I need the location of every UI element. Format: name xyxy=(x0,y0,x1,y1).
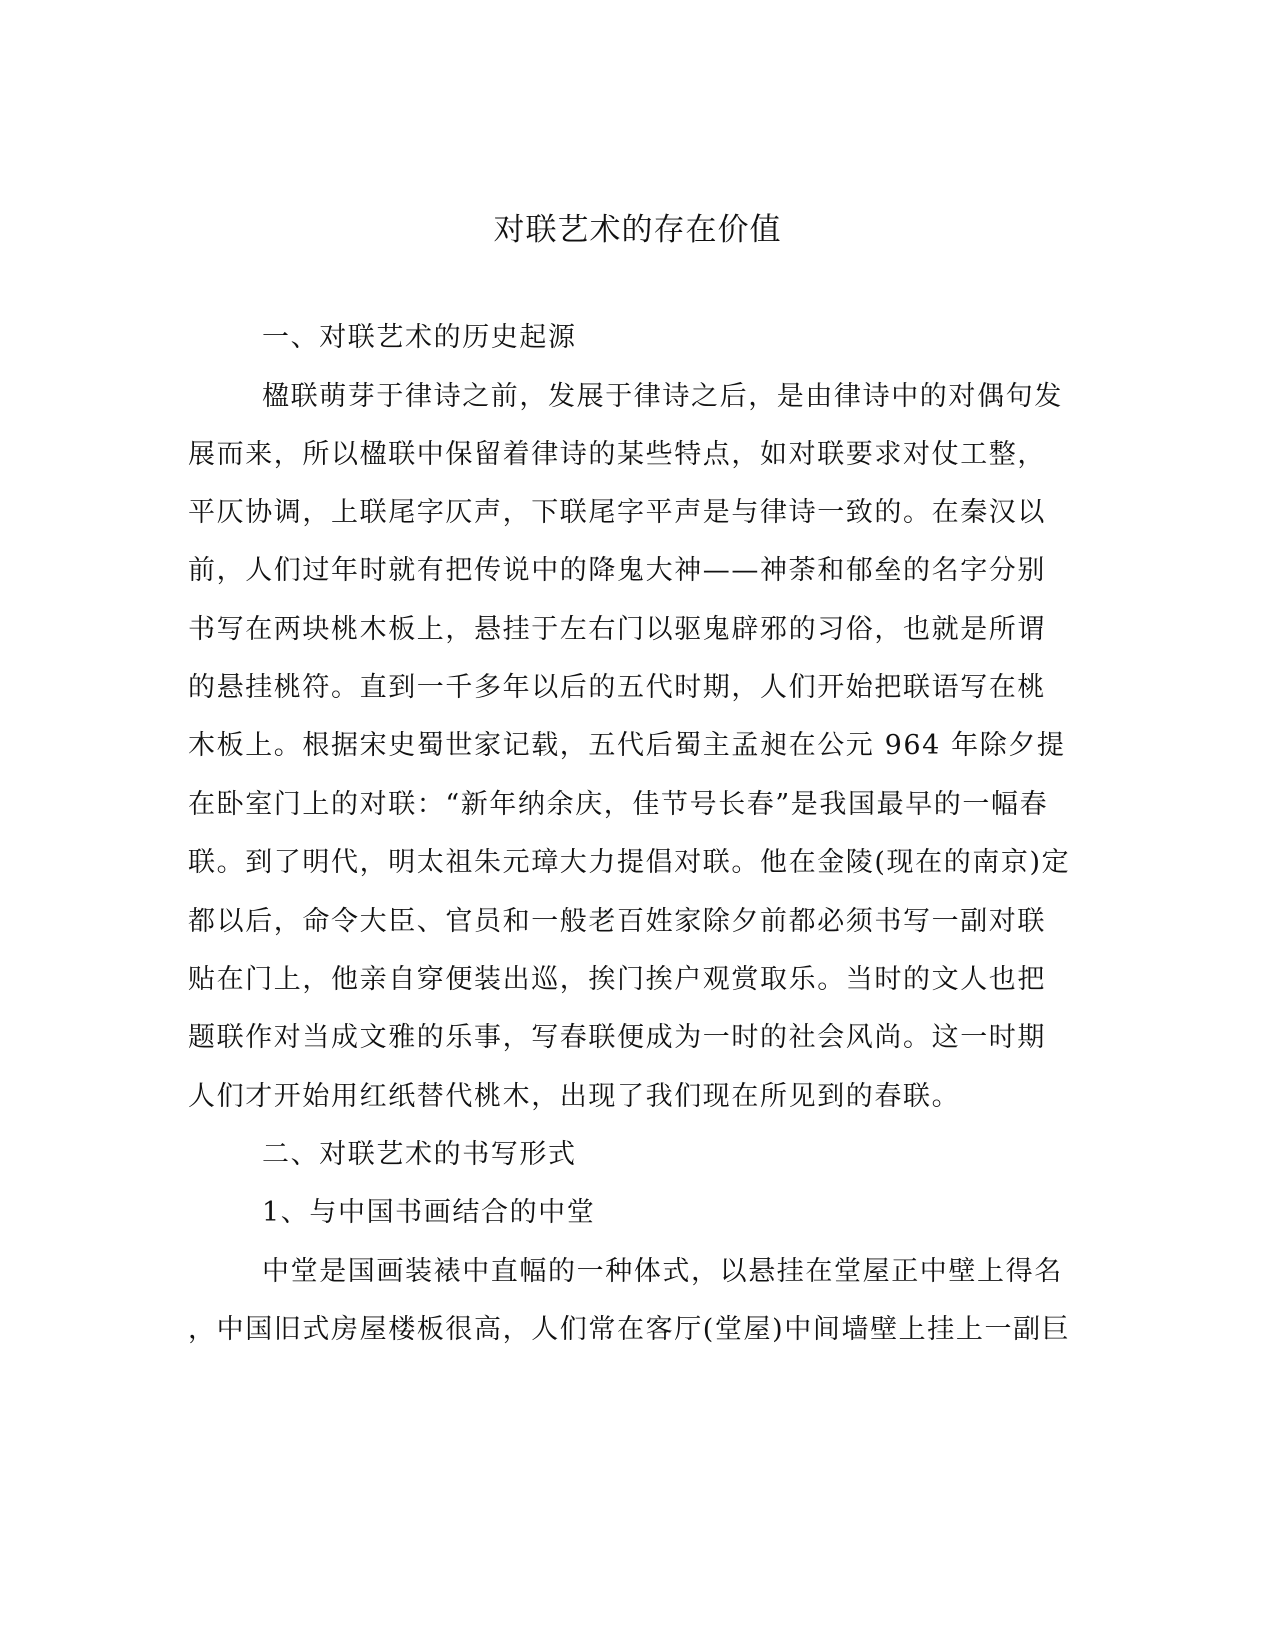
paragraph-line: 木板上。根据宋史蜀世家记载，五代后蜀主孟昶在公元 964 年除夕提 xyxy=(188,730,1066,761)
subsection-heading-zhongtang: 1、与中国书画结合的中堂 xyxy=(262,1197,596,1228)
section-heading-forms: 二、对联艺术的书写形式 xyxy=(262,1139,577,1170)
paragraph-line: 平仄协调，上联尾字仄声，下联尾字平声是与律诗一致的。在秦汉以 xyxy=(188,497,1046,528)
paragraph-line: 前，人们过年时就有把传说中的降鬼大神——神荼和郁垒的名字分别 xyxy=(188,555,1046,586)
paragraph-line: 题联作对当成文雅的乐事，写春联便成为一时的社会风尚。这一时期 xyxy=(188,1022,1046,1053)
paragraph-line: 联。到了明代，明太祖朱元璋大力提倡对联。他在金陵(现在的南京)定 xyxy=(188,847,1071,878)
paragraph-line: 展而来，所以楹联中保留着律诗的某些特点，如对联要求对仗工整， xyxy=(188,439,1046,470)
paragraph-line: 书写在两块桃木板上，悬挂于左右门以驱鬼辟邪的习俗，也就是所谓 xyxy=(188,614,1046,645)
paragraph-line: ，中国旧式房屋楼板很高，人们常在客厅(堂屋)中间墙壁上挂上一副巨 xyxy=(188,1314,1071,1345)
section-heading-history: 一、对联艺术的历史起源 xyxy=(262,322,577,353)
paragraph-line: 的悬挂桃符。直到一千多年以后的五代时期，人们开始把联语写在桃 xyxy=(188,672,1046,703)
paragraph-line: 楹联萌芽于律诗之前，发展于律诗之后，是由律诗中的对偶句发 xyxy=(262,381,1063,412)
paragraph-line: 中堂是国画装裱中直幅的一种体式，以悬挂在堂屋正中壁上得名 xyxy=(262,1256,1063,1287)
paragraph-line: 贴在门上，他亲自穿便装出巡，挨门挨户观赏取乐。当时的文人也把 xyxy=(188,964,1046,995)
paragraph-line: 人们才开始用红纸替代桃木，出现了我们现在所见到的春联。 xyxy=(188,1081,961,1112)
paragraph-line: 都以后，命令大臣、官员和一般老百姓家除夕前都必须书写一副对联 xyxy=(188,906,1046,937)
document-title: 对联艺术的存在价值 xyxy=(493,212,782,248)
paragraph-line: 在卧室门上的对联：“新年纳余庆，佳节号长春”是我国最早的一幅春 xyxy=(188,789,1049,820)
